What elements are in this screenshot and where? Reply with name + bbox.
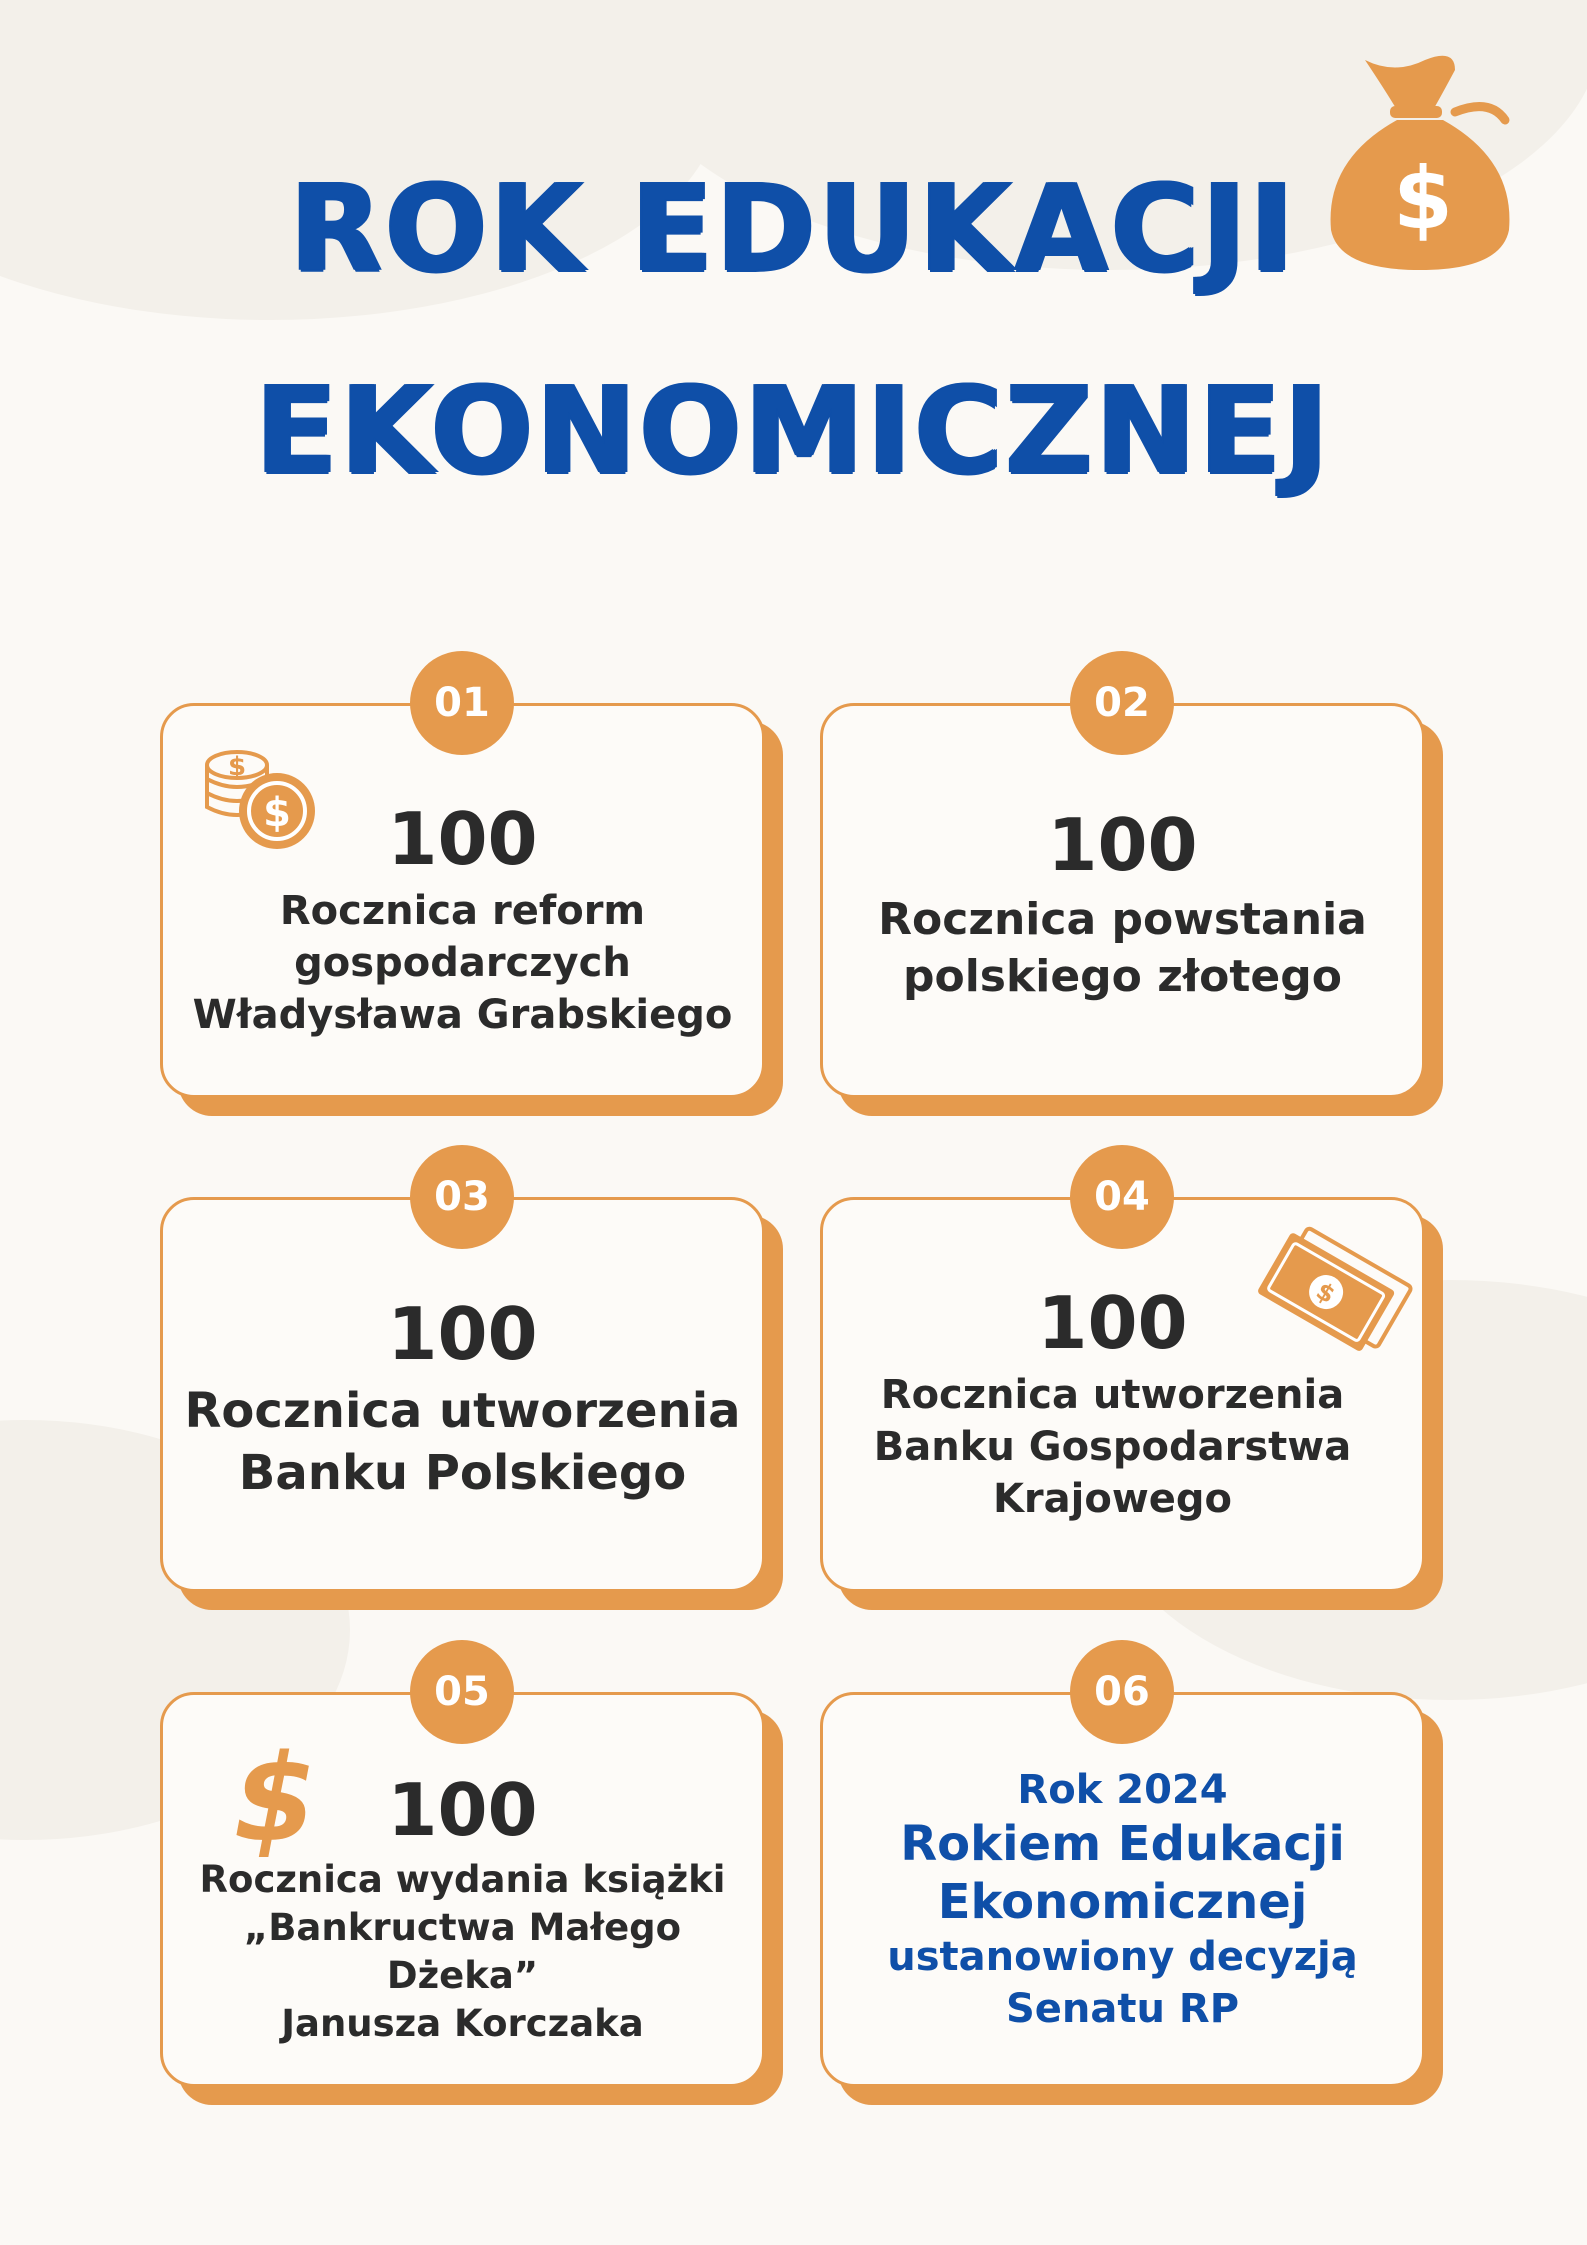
card-4 — [820, 1174, 1425, 1592]
svg-text:$: $ — [227, 752, 247, 782]
card-text-line: Senatu RP — [1005, 1986, 1240, 2033]
card-number-badge: 04 — [1070, 1145, 1174, 1249]
dollar-sign-icon — [220, 1732, 330, 1857]
card-text-line: Rocznica reform — [279, 888, 646, 935]
card-text-line: „Bankructwa Małego Dżeka” — [243, 1906, 682, 1998]
card-text-line: polskiego złotego — [903, 951, 1342, 1003]
card-text-line: Rocznica utworzenia — [880, 1372, 1345, 1419]
card-text-line: ustanowiony decyzją — [887, 1934, 1358, 1981]
page-title-line-2: EKONOMICZNEJ — [255, 362, 1332, 501]
svg-text:$: $ — [1311, 1276, 1340, 1310]
card-text-line: Władysława Grabskiego — [192, 992, 733, 1039]
card-text-line: Krajowego — [992, 1476, 1233, 1523]
card-text-line: Rok 2024 — [1017, 1766, 1228, 1813]
card-number: 100 — [387, 1291, 538, 1376]
svg-text:$: $ — [233, 1732, 317, 1857]
card-number-badge: 03 — [410, 1145, 514, 1249]
card-number: 100 — [1047, 802, 1198, 887]
card-text-line: Rocznica powstania — [878, 893, 1367, 945]
money-bag-icon — [1305, 40, 1535, 280]
card-number: 100 — [1037, 1280, 1188, 1365]
card-number-badge: 02 — [1070, 651, 1174, 755]
page-title-line-1: ROK EDUKACJI — [289, 160, 1298, 299]
card-1 — [160, 680, 765, 1098]
card-number-badge: 06 — [1070, 1640, 1174, 1744]
card-number-badge: 01 — [410, 651, 514, 755]
svg-text:$: $ — [263, 790, 291, 836]
card-number: 100 — [387, 1767, 538, 1852]
card-text-line: Rocznica wydania książki — [199, 1857, 726, 1901]
coins-icon — [195, 743, 325, 858]
card-6 — [820, 1669, 1425, 2087]
card-number-badge: 05 — [410, 1640, 514, 1744]
card-text-line: Banku Polskiego — [238, 1445, 687, 1502]
svg-text:$: $ — [1393, 149, 1453, 249]
card-text-line: Janusza Korczaka — [281, 2002, 644, 2046]
card-text-line: Ekonomicznej — [937, 1873, 1308, 1930]
card-2 — [820, 680, 1425, 1098]
card-text-line: Rocznica utworzenia — [184, 1382, 741, 1439]
banknotes-icon — [1250, 1212, 1420, 1377]
card-text-line: Rokiem Edukacji — [900, 1815, 1345, 1872]
card-3 — [160, 1174, 765, 1592]
card-text-line: Banku Gospodarstwa — [873, 1424, 1352, 1471]
card-number: 100 — [387, 796, 538, 881]
card-text-line: gospodarczych — [294, 940, 631, 987]
card-5 — [160, 1669, 765, 2087]
